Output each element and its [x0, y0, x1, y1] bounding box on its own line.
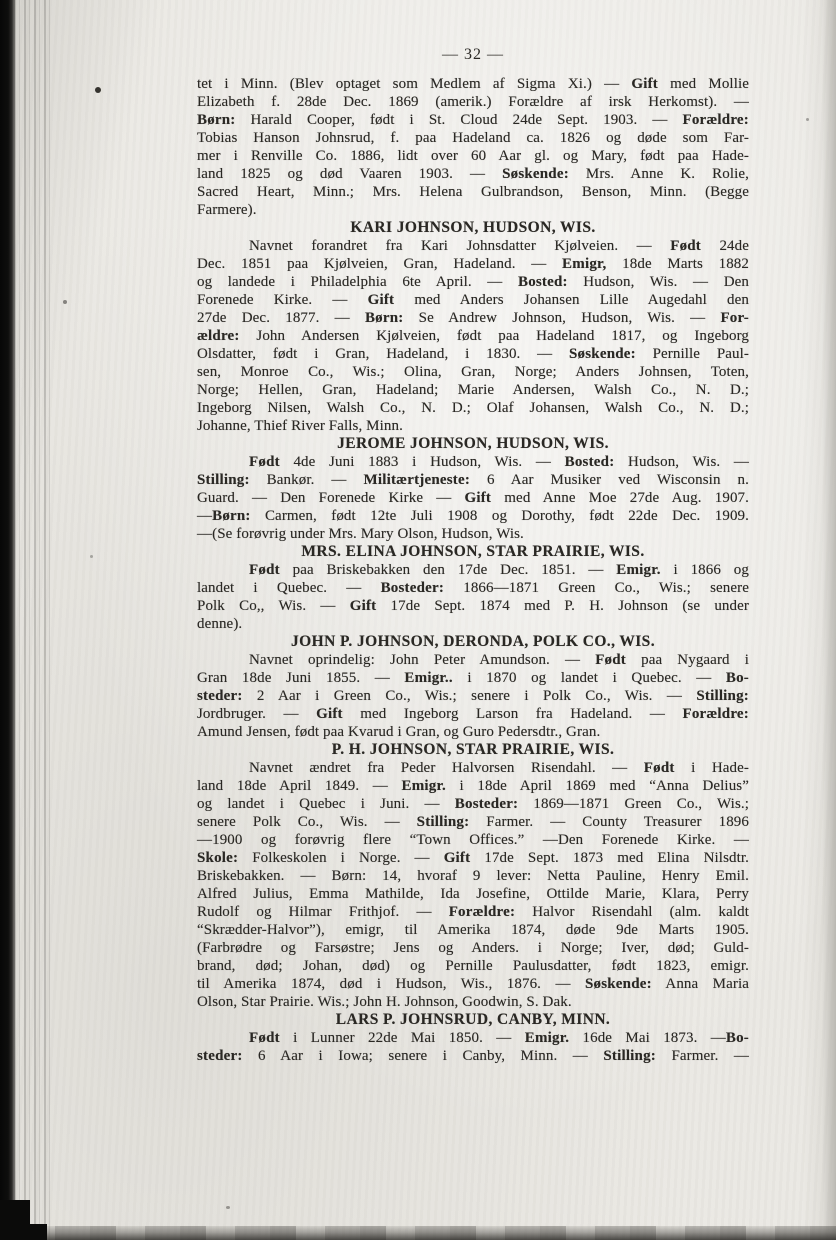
text-line: Født i Lunner 22de Mai 1850. — Emigr. 16de Mai 1873. —Bo-	[249, 1030, 749, 1046]
text-line: —1900 og forøvrig flere “Town Offices.” —Den Forenede Kirke. —	[197, 832, 749, 848]
text-line: Navnet oprindelig: John Peter Amundson. — Født paa Nygaard i	[249, 652, 749, 668]
text-line: Olsdatter, født i Gran, Hadeland, i 1830. — Søskende: Pernille Paul-	[197, 346, 749, 362]
text-line: “Skrædder-Halvor”), emigr, til Amerika 1874, døde 9de Marts 1905.	[197, 922, 749, 938]
text-line: Født 4de Juni 1883 i Hudson, Wis. — Bosted: Hudson, Wis. —	[249, 454, 749, 470]
text-line: Polk Co,, Wis. — Gift 17de Sept. 1874 med P. H. Johnson (se under	[197, 598, 749, 614]
scan-speck	[63, 300, 67, 304]
scan-corner	[0, 1224, 47, 1240]
text-line: (Farbrødre og Farsøstre; Jens og Anders. i Norge; Iver, død; Guld-	[197, 940, 749, 956]
text-line: ældre: John Andersen Kjølveien, født paa Hadeland 1817, og Ingeborg	[197, 328, 749, 344]
text-line: landet i Quebec. — Bosteder: 1866—1871 Green Co., Wis.; senere	[197, 580, 749, 596]
scan-gutter-texture	[14, 0, 50, 1240]
text-line: og landet i Quebec i Juni. — Bosteder: 1869—1871 Green Co., Wis.;	[197, 796, 749, 812]
scan-speck	[806, 118, 809, 121]
entry-heading: MRS. ELINA JOHNSON, STAR PRAIRIE, WIS.	[301, 543, 645, 560]
entry-heading: JOHN P. JOHNSON, DERONDA, POLK CO., WIS.	[291, 633, 655, 650]
page-number: — 32 —	[442, 46, 504, 63]
text-line: Alfred Julius, Emma Mathilde, Ida Josefine, Ottilde Marie, Klara, Perry	[197, 886, 749, 902]
text-line: land 18de April 1849. — Emigr. i 18de April 1869 med “Anna Delius”	[197, 778, 749, 794]
entry-heading: P. H. JOHNSON, STAR PRAIRIE, WIS.	[331, 741, 615, 758]
text-line: Gran 18de Juni 1855. — Emigr.. i 1870 og landet i Quebec. — Bo-	[197, 670, 749, 686]
text-line: Børn: Harald Cooper, født i St. Cloud 24de Sept. 1903. — Forældre:	[197, 112, 749, 128]
text-line: mer i Renville Co. 1886, lidt over 60 Aar gl. og Mary, født paa Hade-	[197, 148, 749, 164]
text-line: Amund Jensen, født paa Kvarud i Gran, og Guro Pedersdtr., Gran.	[197, 724, 601, 740]
text-line: Forenede Kirke. — Gift med Anders Johansen Lille Augedahl den	[197, 292, 750, 308]
text-line: brand, død; Johan, død) og Pernille Paulusdatter, født 1823, emigr.	[197, 958, 749, 974]
entry-heading: LARS P. JOHNSRUD, CANBY, MINN.	[335, 1011, 611, 1028]
text-line: Stilling: Bankør. — Militærtjeneste: 6 Aar Musiker ved Wisconsin n.	[197, 472, 749, 488]
scan-speck	[95, 87, 101, 93]
text-line: tet i Minn. (Blev optaget som Medlem af Sigma Xi.) — Gift med Mollie	[197, 76, 749, 92]
entry-heading: KARI JOHNSON, HUDSON, WIS.	[350, 219, 596, 236]
scan-speck	[226, 1206, 230, 1209]
text-line: —Børn: Carmen, født 12te Juli 1908 og Dorothy, født 22de Dec. 1909.	[197, 508, 749, 524]
text-line: 27de Dec. 1877. — Børn: Se Andrew Johnson, Hudson, Wis. — For-	[197, 310, 749, 326]
text-line: Rudolf og Hilmar Frithjof. — Forældre: Halvor Risendahl (alm. kaldt	[197, 904, 750, 920]
scan-left-edge	[0, 0, 15, 1240]
text-line: Sacred Heart, Minn.; Mrs. Helena Gulbrandson, Benson, Minn. (Begge	[197, 184, 749, 200]
text-line: Navnet forandret fra Kari Johnsdatter Kjølveien. — Født 24de	[249, 238, 749, 254]
entry-heading: JEROME JOHNSON, HUDSON, WIS.	[337, 435, 609, 452]
text-line: Født paa Briskebakken den 17de Dec. 1851. — Emigr. i 1866 og	[249, 562, 749, 578]
text-line: Skole: Folkeskolen i Norge. — Gift 17de Sept. 1873 med Elina Nilsdtr.	[197, 850, 749, 866]
text-line: Olson, Star Prairie. Wis.; John H. Johnson, Goodwin, S. Dak.	[197, 994, 572, 1010]
text-line: Jordbruger. — Gift med Ingeborg Larson fra Hadeland. — Forældre:	[197, 706, 749, 722]
text-line: Navnet ændret fra Peder Halvorsen Risendahl. — Født i Hade-	[249, 760, 749, 776]
text-line: Elizabeth f. 28de Dec. 1869 (amerik.) Forældre af irsk Herkomst). —	[197, 94, 749, 110]
text-line: Johanne, Thief River Falls, Minn.	[197, 418, 403, 434]
text-line: steder: 6 Aar i Iowa; senere i Canby, Minn. — Stilling: Farmer. —	[197, 1048, 749, 1064]
text-line: —(Se forøvrig under Mrs. Mary Olson, Hudson, Wis.	[197, 526, 524, 542]
text-line: denne).	[197, 616, 243, 632]
text-line: land 1825 og død Vaaren 1903. — Søskende: Mrs. Anne K. Rolie,	[197, 166, 749, 182]
text-line: steder: 2 Aar i Green Co., Wis.; senere i Polk Co., Wis. — Stilling:	[197, 688, 749, 704]
scan-bottom-edge	[0, 1226, 836, 1240]
text-line: sen, Monroe Co., Wis.; Olina, Gran, Norge; Anders Johnsen, Toten,	[197, 364, 749, 380]
text-line: Tobias Hanson Johnsrud, f. paa Hadeland ca. 1826 og døde som Far-	[197, 130, 749, 146]
text-line: til Amerika 1874, død i Hudson, Wis., 1876. — Søskende: Anna Maria	[197, 976, 750, 992]
scan-right-edge	[822, 0, 836, 1240]
text-line: Norge; Hellen, Gran, Hadeland; Marie Andersen, Walsh Co., N. D.;	[197, 382, 749, 398]
scan-speck	[90, 555, 93, 558]
text-line: og landede i Philadelphia 6te April. — Bosted: Hudson, Wis. — Den	[197, 274, 749, 290]
text-line: Dec. 1851 paa Kjølveien, Gran, Hadeland. — Emigr, 18de Marts 1882	[197, 256, 749, 272]
text-line: Farmere).	[197, 202, 257, 218]
entries	[197, 75, 749, 1065]
text-line: Ingeborg Nilsen, Walsh Co., N. D.; Olaf Johansen, Walsh Co., N. D.;	[197, 400, 749, 416]
text-line: Guard. — Den Forenede Kirke — Gift med Anne Moe 27de Aug. 1907.	[197, 490, 749, 506]
text-line: Briskebakken. — Børn: 14, hvoraf 9 lever: Netta Pauline, Henry Emil.	[197, 868, 749, 884]
text-line: senere Polk Co., Wis. — Stilling: Farmer. — County Treasurer 1896	[197, 814, 749, 830]
